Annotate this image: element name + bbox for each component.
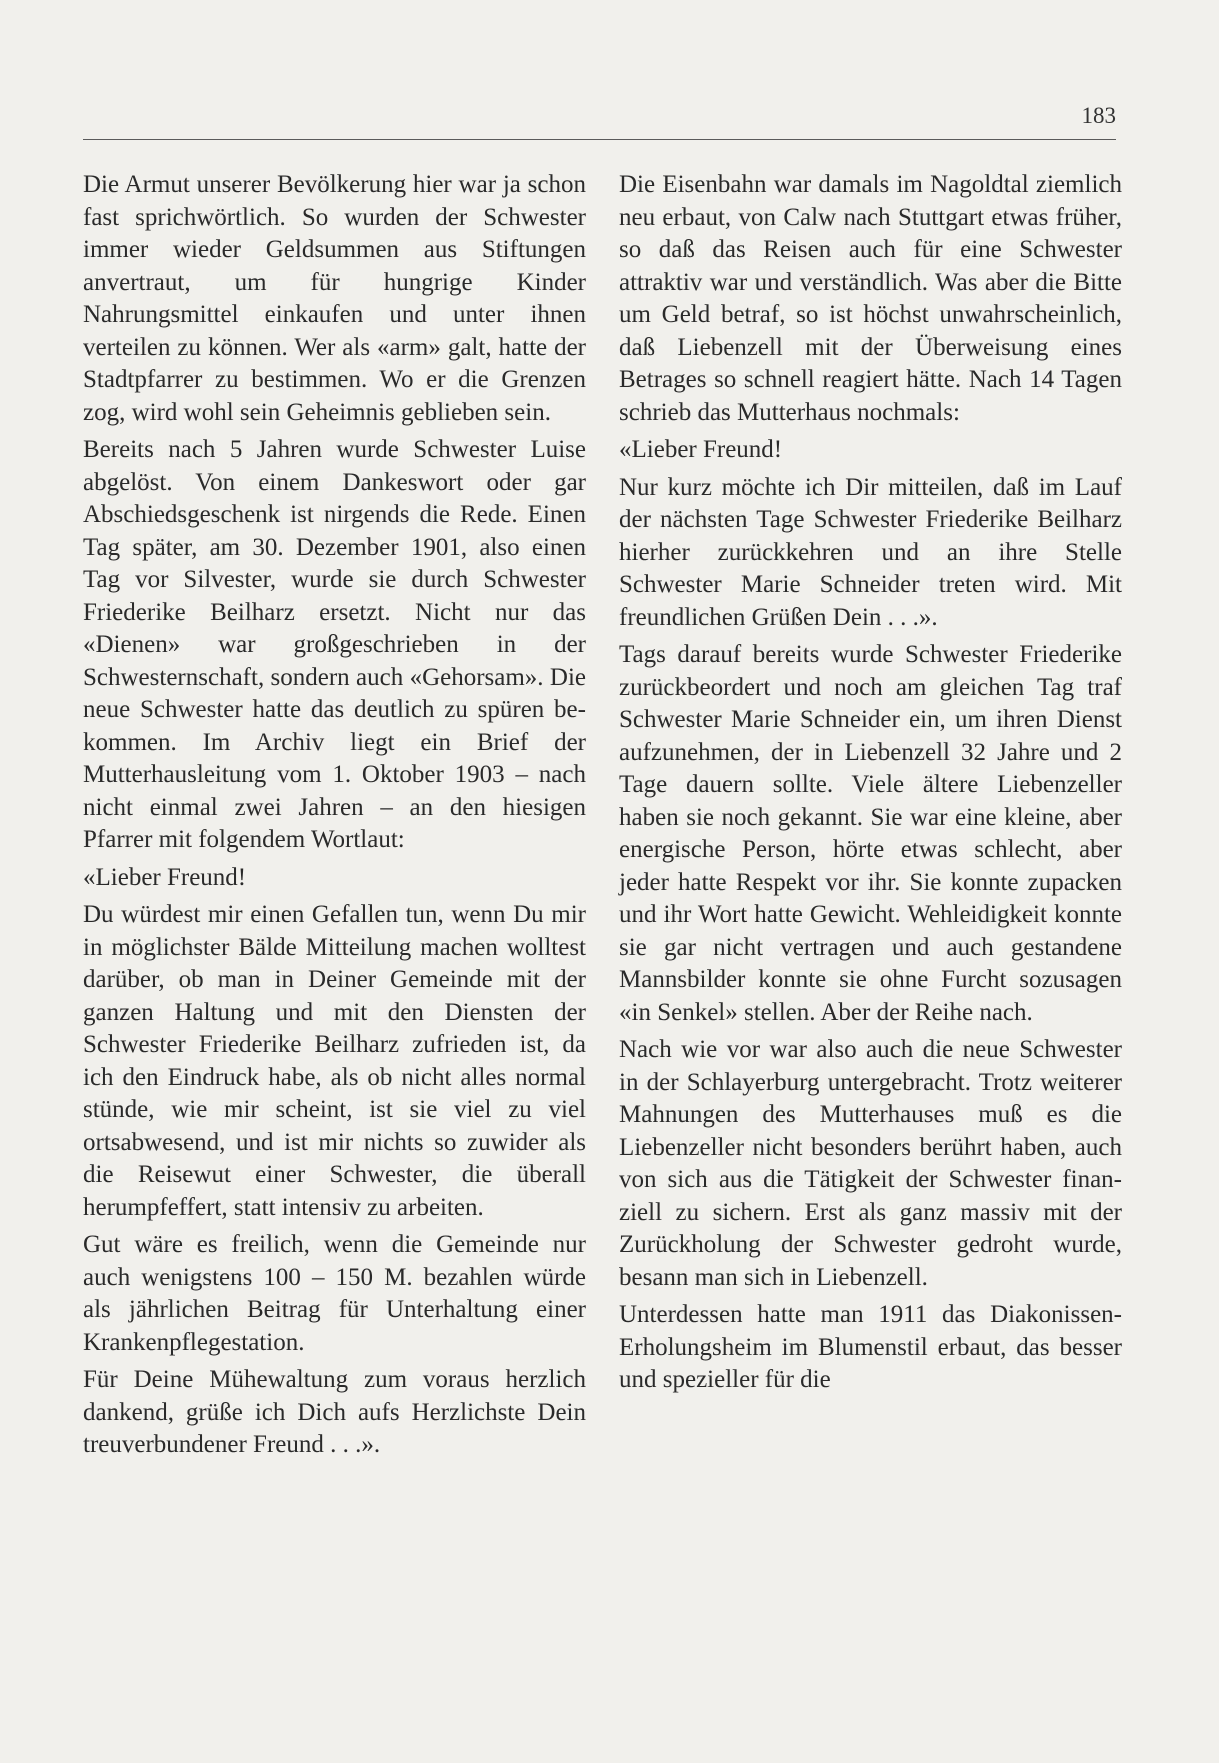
- paragraph: Du würdest mir einen Gefallen tun, wenn Du mir in möglichster Bälde Mitteilung machen wolltest darüber, ob man in Deiner Gemeinde mit der ganzen Haltung und mit den Diensten der Schwester Friederike Beilharz zufrieden ist, da ich den Eindruck habe, als ob nicht alles normal stünde, wie mir scheint, ist sie viel zu viel ortsabwesend, und ist mir nichts so zuwider als die Reisewut einer Schwester, die überall herumpfeffert, statt intensiv zu arbeiten.: [83, 901, 586, 1221]
- paragraph: Bereits nach 5 Jahren wurde Schwester Luise abgelöst. Von einem Dankeswort oder gar Abschiedsgeschenk ist nirgends die Rede. Einen Tag später, am 30. Dezember 1901, also einen Tag vor Silvester, wurde sie durch Schwester Friederike Beilharz ersetzt. Nicht nur das «Dienen» war großgeschrieben in der Schwesternschaft, sondern auch «Gehorsam». Die neue Schwester hatte das deutlich zu spüren bekommen. Im Archiv liegt ein Brief der Mutterhausleitung vom 1. Oktober 1903 – nach nicht einmal zwei Jahren – an den hiesigen Pfarrer mit folgendem Wortlaut:: [83, 436, 586, 853]
- paragraph: Nach wie vor war also auch die neue Schwester in der Schlayerburg untergebracht. Trotz weiterer Mahnungen des Mutterhauses muß es die Liebenzeller nicht besonders berührt haben, auch von sich aus die Tätigkeit der Schwester finanziell zu sichern. Erst als ganz massiv mit der Zurückholung der Schwester gedroht wurde, besann man sich in Liebenzell.: [619, 1036, 1122, 1291]
- header-rule: [83, 139, 1116, 140]
- letter-salutation: «Lieber Freund!: [619, 436, 783, 463]
- paragraph: Die Eisenbahn war damals im Nagoldtal ziemlich neu erbaut, von Calw nach Stuttgart etwas früher, so daß das Reisen auch für eine Schwester attraktiv war und verständlich. Was aber die Bitte um Geld betraf, so ist höchst unwahrscheinlich, daß Liebenzell mit der Überweisung eines Betrages so schnell reagiert hätte. Nach 14 Tagen schrieb das Mutterhaus nochmals:: [619, 171, 1122, 426]
- paragraph: Unterdessen hatte man 1911 das Diakonissen-Erholungsheim im Blumenstil erbaut, das besser und spezieller für die: [619, 1301, 1122, 1393]
- paragraph: Für Deine Mühewaltung zum voraus herzlich dankend, grüße ich Dich aufs Herzlichste Dein treuverbundener Freund . . .».: [83, 1366, 586, 1458]
- left-column: [83, 169, 586, 1467]
- paragraph: Nur kurz möchte ich Dir mitteilen, daß im Lauf der nächsten Tage Schwester Friederike Beilharz hierher zurückkehren und an ihre Stelle Schwester Marie Schneider treten wird. Mit freundlichen Grüßen Dein . . .».: [619, 473, 1122, 631]
- paragraph: Gut wäre es freilich, wenn die Gemeinde nur auch wenigstens 100 – 150 M. bezahlen würde als jährlichen Beitrag für Unterhaltung einer Krankenpflegestation.: [83, 1231, 586, 1356]
- paragraph: Tags darauf bereits wurde Schwester Friederike zurückbeordert und noch am gleichen Tag traf Schwester Marie Schneider ein, um ihren Dienst aufzunehmen, der in Liebenzell 32 Jahre und 2 Tage dauern sollte. Viele ältere Liebenzeller haben sie noch gekannt. Sie war eine kleine, aber energische Person, hörte etwas schlecht, aber jeder hatte Respekt vor ihr. Sie konnte zupacken und ihr Wort hatte Gewicht. Wehleidigkeit konnte sie gar nicht vertragen und auch gestandene Mannsbilder konnte sie ohne Furcht sozusagen «in Senkel» stellen. Aber der Reihe nach.: [619, 641, 1122, 1026]
- page-number: 183: [1081, 103, 1116, 128]
- paragraph: Die Armut unserer Bevölkerung hier war ja schon fast sprichwörtlich. So wurden der Schwester immer wieder Geldsummen aus Stiftungen anvertraut, um für hungrige Kinder Nahrungsmittel einkaufen und unter ihnen verteilen zu können. Wer als «arm» galt, hatte der Stadtpfarrer zu bestimmen. Wo er die Grenzen zog, wird wohl sein Geheimnis geblieben sein.: [83, 171, 586, 426]
- letter-salutation: «Lieber Freund!: [83, 863, 247, 891]
- right-column: [619, 169, 1122, 1402]
